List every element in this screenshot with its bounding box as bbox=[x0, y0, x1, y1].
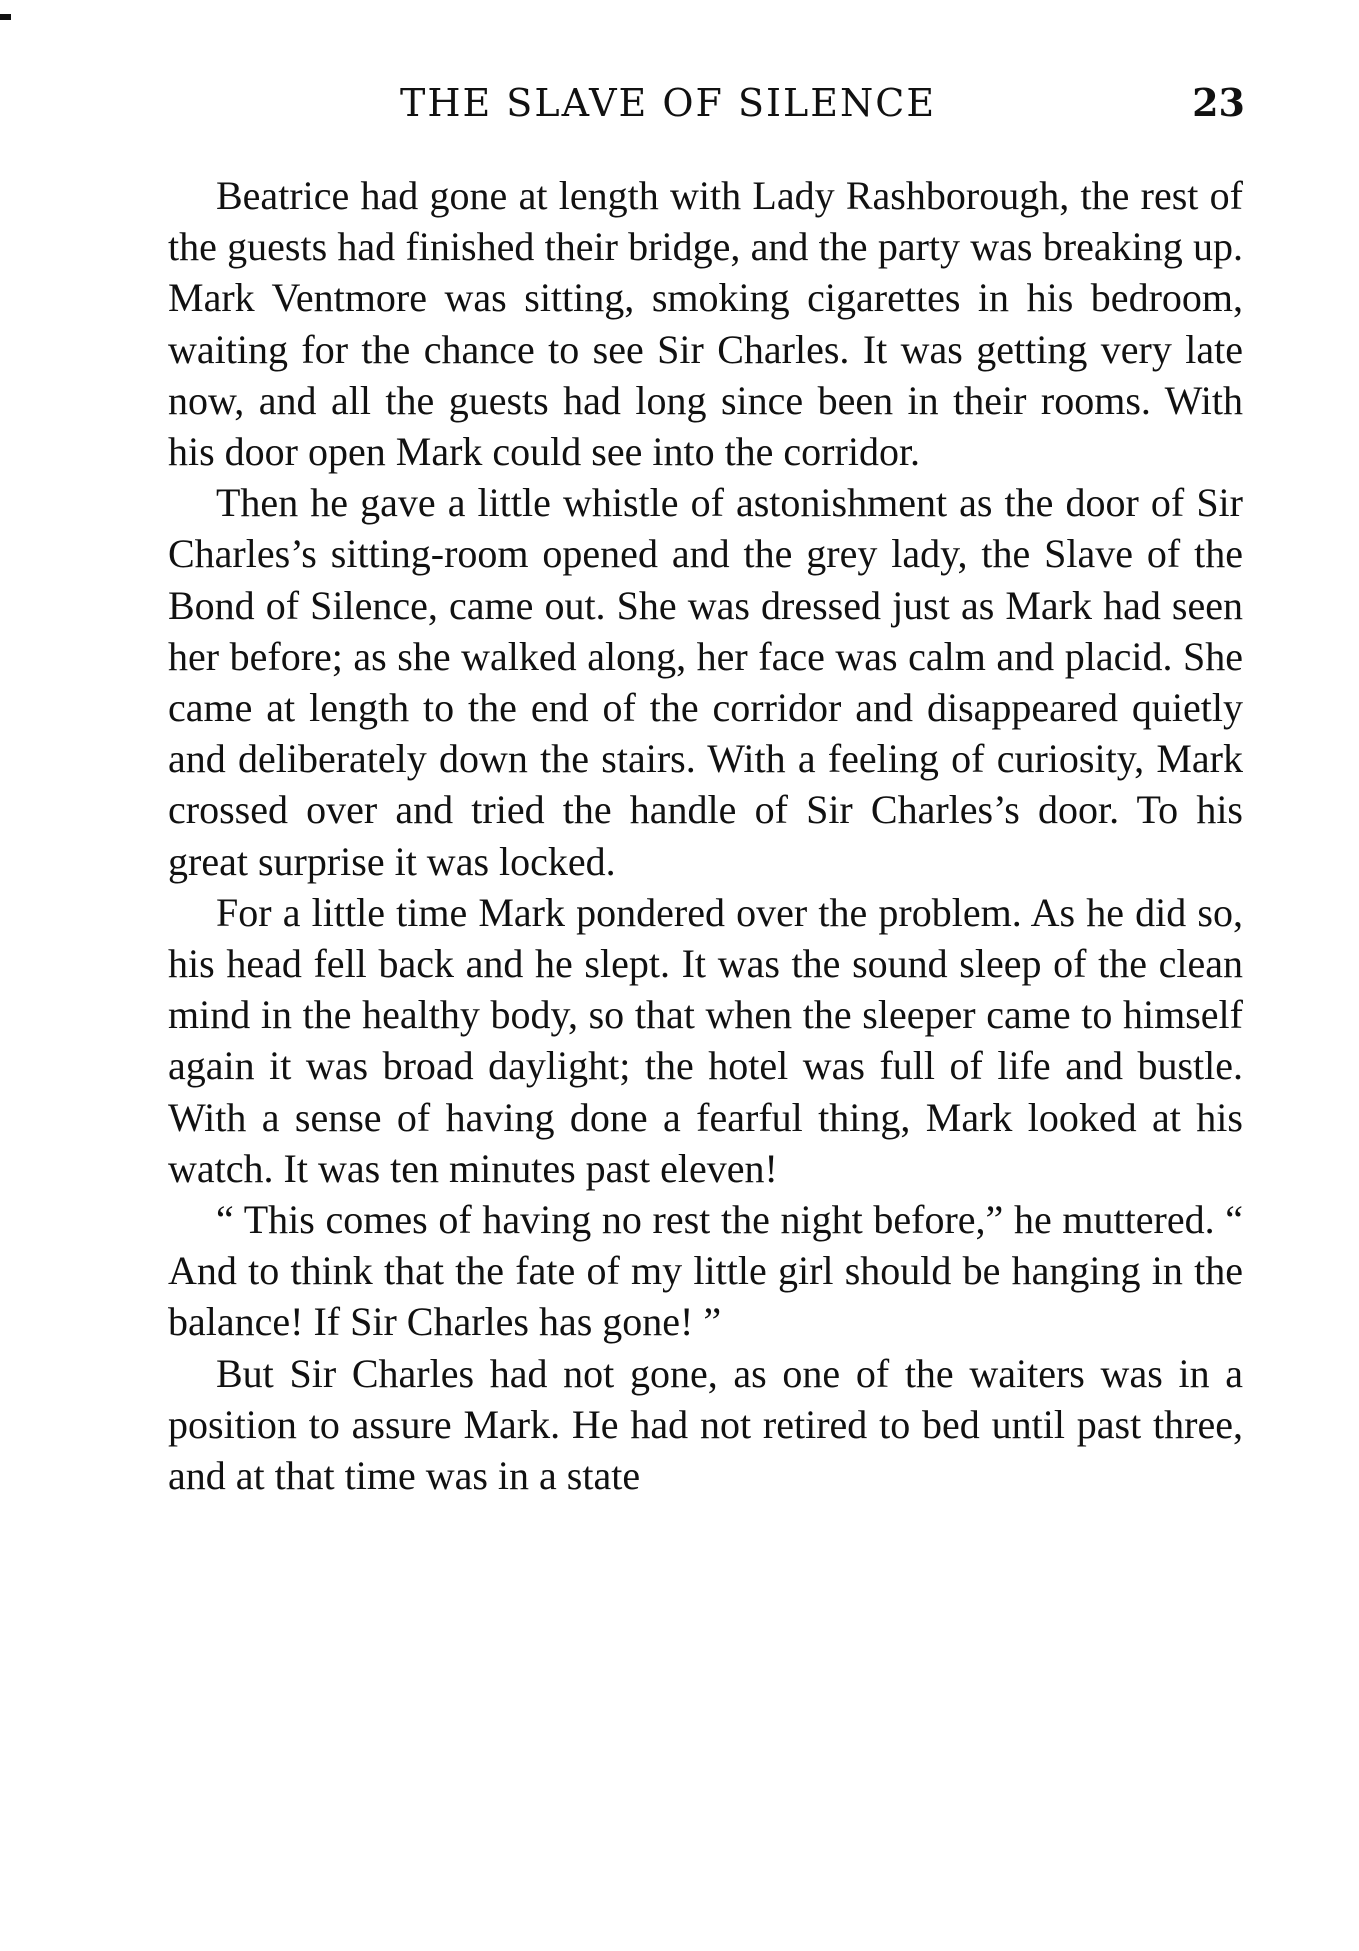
page-number: 23 bbox=[1192, 80, 1245, 125]
body-text bbox=[168, 170, 1243, 1501]
paragraph-1: Beatrice had gone at length with Lady Rashborough, the rest of the guests had finished their bridge, and the party was breaking up. Mark Ventmore was sitting, smoking cigarettes in his bedroom, waiting for the chance to see Sir Charles. It was getting very late now, and all the guests had long since been in their rooms. With his door open Mark could see into the corridor. bbox=[168, 173, 1243, 475]
paragraph-5: But Sir Charles had not gone, as one of the waiters was in a position to assure Mark. He had not retired to bed until past three, and at that time was in a state bbox=[168, 1350, 1243, 1499]
page-corner-mark bbox=[0, 14, 11, 20]
paragraph-4: “ This comes of having no rest the night before,” he muttered. “ And to think that the fate of my little girl should be hanging in the balance! If Sir Charles has gone! ” bbox=[168, 1197, 1243, 1345]
running-title: THE SLAVE OF SILENCE bbox=[400, 81, 937, 125]
paragraph-3: For a little time Mark pondered over the problem. As he did so, his head fell back and he slept. It was the sound sleep of the clean mind in the healthy body, so that when the sleeper came to himself again it was broad daylight; the hotel was full of life and bustle. With a sense of having done a fearful thing, Mark looked at his watch. It was ten minutes past eleven! bbox=[168, 889, 1243, 1191]
page-header bbox=[160, 78, 1245, 128]
paragraph-2: Then he gave a little whistle of astonishment as the door of Sir Charles’s sitting-room opened and the grey lady, the Slave of the Bond of Silence, came out. She was dressed just as Mark had seen her before; as she walked along, her face was calm and placid. She came at length to the end of the corridor and disappeared quietly and deliberately down the stairs. With a feeling of curiosity, Mark crossed over and tried the handle of Sir Charles’s door. To his great surprise it was locked. bbox=[168, 480, 1243, 884]
